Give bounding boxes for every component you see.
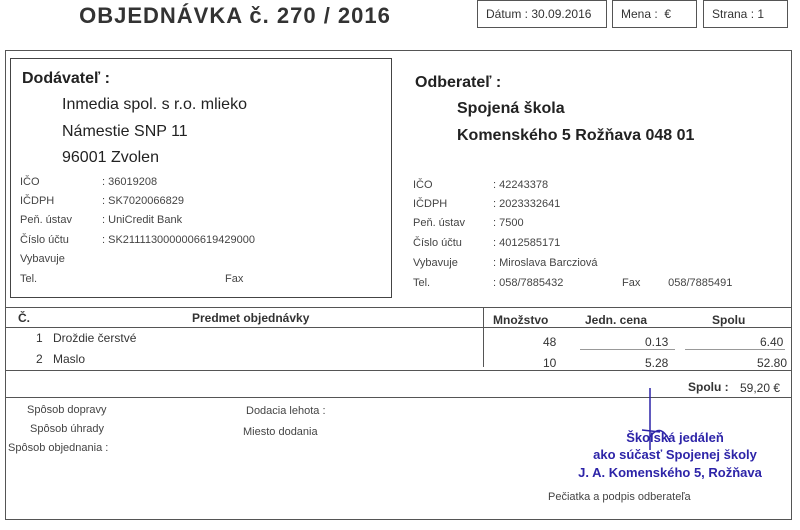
order-title: OBJEDNÁVKA č. 270 / 2016 xyxy=(79,3,391,28)
row1-unit-price: 0.13 xyxy=(645,335,669,349)
currency-label: Mena : xyxy=(621,7,658,21)
supplier-icdph-row: IČDPH : SK7020066829 xyxy=(20,195,184,207)
stamp-line3: J. A. Komenského 5, Rožňava xyxy=(578,465,762,480)
row2-item: Maslo xyxy=(53,352,86,366)
customer-ico-row: IČO : 42243378 xyxy=(413,179,549,191)
customer-contact-row: Vybavuje : Miroslava Barcziová xyxy=(413,257,598,269)
supplier-contact-row: Vybavuje xyxy=(20,253,65,265)
customer-icdph-row: IČDPH : 2023332641 xyxy=(413,198,561,210)
supplier-city: 96001 Zvolen xyxy=(62,149,159,166)
row2-total: 52.80 xyxy=(757,356,788,370)
supplier-street: Námestie SNP 11 xyxy=(62,123,188,140)
row1-price-underline xyxy=(580,349,675,350)
customer-fax-row: Fax 058/7885491 xyxy=(622,277,733,289)
delivery-method-label: Spôsob dopravy xyxy=(27,404,107,416)
order-method-label: Spôsob objednania : xyxy=(8,442,109,454)
supplier-bank-row: Peň. ústav : UniCredit Bank xyxy=(20,214,183,226)
row1-qty: 48 xyxy=(543,335,557,349)
page-label: Strana : xyxy=(712,7,755,21)
stamp-line1: Školská jedáleň xyxy=(626,430,724,445)
supplier-heading: Dodávateľ : xyxy=(22,70,110,87)
customer-address: Komenského 5 Rožňava 048 01 xyxy=(457,127,695,144)
supplier-account-row: Číslo účtu : SK2111130000006619429000 xyxy=(20,234,255,246)
signature-label: Pečiatka a podpis odberateľa xyxy=(548,491,691,503)
supplier-name: Inmedia spol. s r.o. mlieko xyxy=(62,96,247,113)
page-box xyxy=(703,0,788,28)
delivery-date-label: Dodacia lehota : xyxy=(246,405,326,417)
row2-no: 2 xyxy=(36,352,43,366)
sum-value: 59,20 € xyxy=(740,381,781,395)
row2-qty: 10 xyxy=(543,356,557,370)
customer-bank-row: Peň. ústav : 7500 xyxy=(413,217,524,229)
date-box xyxy=(477,0,607,28)
date-value: 30.09.2016 xyxy=(531,7,592,21)
row1-total: 6.40 xyxy=(760,335,784,349)
row1-no: 1 xyxy=(36,331,43,345)
supplier-ico-row: IČO : 36019208 xyxy=(20,176,158,188)
payment-method-label: Spôsob úhrady xyxy=(30,423,104,435)
row2-unit-price: 5.28 xyxy=(645,356,669,370)
supplier-fax: Fax xyxy=(225,273,244,285)
delivery-place-label: Miesto dodania xyxy=(243,426,318,438)
col-header-item: Predmet objednávky xyxy=(192,311,310,325)
col-header-qty: Množstvo xyxy=(493,313,549,327)
customer-heading: Odberateľ : xyxy=(415,74,502,91)
currency-value: € xyxy=(664,7,672,21)
col-header-total: Spolu xyxy=(712,313,746,327)
col-divider-qty xyxy=(483,307,484,367)
customer-tel-row: Tel. : 058/7885432 xyxy=(413,277,564,289)
customer-name: Spojená škola xyxy=(457,100,565,117)
col-header-no: Č. xyxy=(18,311,30,325)
col-header-unit-price: Jedn. cena xyxy=(585,313,648,327)
row1-total-underline xyxy=(685,349,785,350)
customer-account-row: Číslo účtu : 4012585171 xyxy=(413,237,561,249)
currency-box xyxy=(612,0,697,28)
stamp-line2: ako súčasť Spojenej školy xyxy=(593,447,757,462)
table-top-border xyxy=(5,307,792,308)
date-label: Dátum : xyxy=(486,7,529,21)
table-header-border xyxy=(5,327,792,328)
table-bottom-border xyxy=(5,370,792,371)
sum-label: Spolu : xyxy=(688,380,729,394)
page-value: 1 xyxy=(757,7,765,21)
supplier-tel: Tel. xyxy=(20,273,38,285)
row1-item: Droždie čerstvé xyxy=(53,331,137,345)
